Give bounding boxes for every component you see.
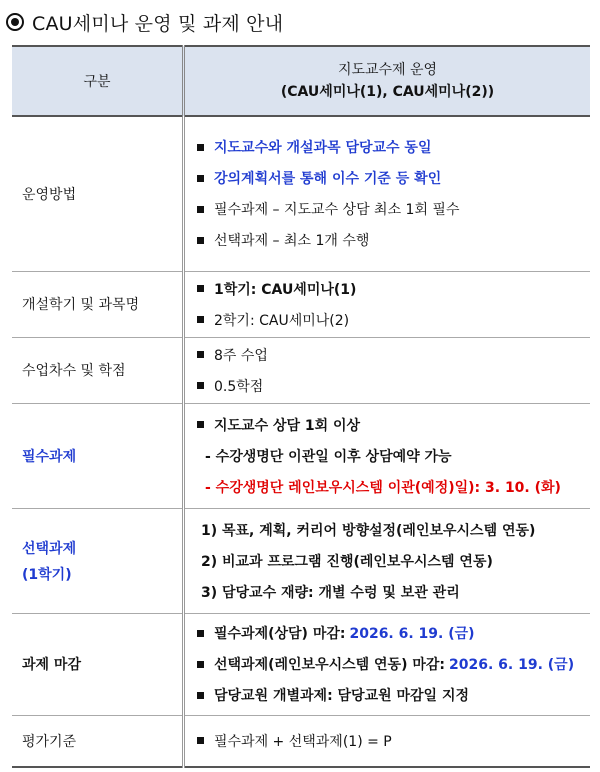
table-row-optional <box>12 508 590 613</box>
row-label-sessions: 수업차수 및 학점 <box>12 337 184 403</box>
table-row-semester <box>12 271 590 337</box>
row-label-deadline: 과제 마감 <box>12 613 184 715</box>
list-item: 강의계획서를 통해 이수 기준 등 확인 <box>197 163 590 194</box>
square-bullet-icon <box>197 351 204 358</box>
square-bullet-icon <box>197 692 204 699</box>
row-content-evaluation <box>184 715 591 767</box>
list-item: 선택과제 – 최소 1개 수행 <box>197 225 590 256</box>
row-content-semester <box>184 271 591 337</box>
page-title-text: CAU세미나 운영 및 과제 안내 <box>32 12 284 35</box>
list-item: 필수과제(상담) 마감: 2026. 6. 19. (금) <box>197 618 590 649</box>
list-item: 선택과제(레인보우시스템 연동) 마감: 2026. 6. 19. (금) <box>197 649 590 680</box>
square-bullet-icon <box>197 630 204 637</box>
list-item: 8주 수업 <box>197 339 590 370</box>
square-bullet-icon <box>197 206 204 213</box>
row-label-optional-line1: 선택과제 <box>22 540 77 557</box>
list-item: 1) 목표, 계획, 커리어 방향설정(레인보우시스템 연동) <box>201 522 536 539</box>
list-item: - 수강생명단 레인보우시스템 이관(예정)일): 3. 10. (화) <box>205 479 561 496</box>
list-item: 지도교수와 개설과목 담당교수 동일 <box>197 132 590 163</box>
table-row-deadline <box>12 613 590 715</box>
square-bullet-icon <box>197 421 204 428</box>
table-row-required <box>12 403 590 508</box>
row-label-semester: 개설학기 및 과목명 <box>12 271 184 337</box>
list-item: 3) 담당교수 재량: 개별 수렁 및 보관 관리 <box>201 584 460 601</box>
row-label-optional-line2: (1학기) <box>22 566 72 583</box>
list-item: 0.5학점 <box>197 370 590 401</box>
header-operation <box>184 46 591 116</box>
row-content-deadline <box>184 613 591 715</box>
list-item: - 수강생명단 이관일 이후 상담예약 가능 <box>205 448 452 465</box>
row-content-sessions <box>184 337 591 403</box>
square-bullet-icon <box>197 285 204 292</box>
table-row-evaluation <box>12 715 590 767</box>
list-item: 2학기: CAU세미나(2) <box>197 304 590 335</box>
square-bullet-icon <box>197 144 204 151</box>
square-bullet-icon <box>197 316 204 323</box>
info-table <box>12 45 590 768</box>
row-content-required <box>184 403 591 508</box>
page-title <box>6 5 283 39</box>
list-item: 2) 비교과 프로그램 진행(레인보우시스템 연동) <box>201 553 493 570</box>
row-label-optional <box>12 508 184 613</box>
square-bullet-icon <box>197 175 204 182</box>
row-label-evaluation: 평가기준 <box>12 715 184 767</box>
row-label-required: 필수과제 <box>12 403 184 508</box>
square-bullet-icon <box>197 661 204 668</box>
list-item: 지도교수 상담 1회 이상 <box>197 409 590 440</box>
list-item: 필수과제 + 선택과제(1) = P <box>197 725 590 756</box>
table-header-row <box>12 46 590 116</box>
header-operation-line2: (CAU세미나(1), CAU세미나(2)) <box>280 84 495 100</box>
square-bullet-icon <box>197 737 204 744</box>
list-item: 담당교원 개별과제: 담당교원 마감일 지정 <box>197 680 590 711</box>
header-category: 구분 <box>12 46 184 116</box>
row-label-operation: 운영방법 <box>12 116 184 271</box>
header-operation-line1: 지도교수제 운영 <box>337 62 438 78</box>
square-bullet-icon <box>197 382 204 389</box>
row-content-optional <box>184 508 591 613</box>
row-content-operation <box>184 116 591 271</box>
square-bullet-icon <box>197 237 204 244</box>
table-row-sessions <box>12 337 590 403</box>
bullseye-icon <box>6 13 24 31</box>
list-item: 1학기: CAU세미나(1) <box>197 273 590 304</box>
table-row-operation <box>12 116 590 271</box>
list-item: 필수과제 – 지도교수 상담 최소 1회 필수 <box>197 194 590 225</box>
